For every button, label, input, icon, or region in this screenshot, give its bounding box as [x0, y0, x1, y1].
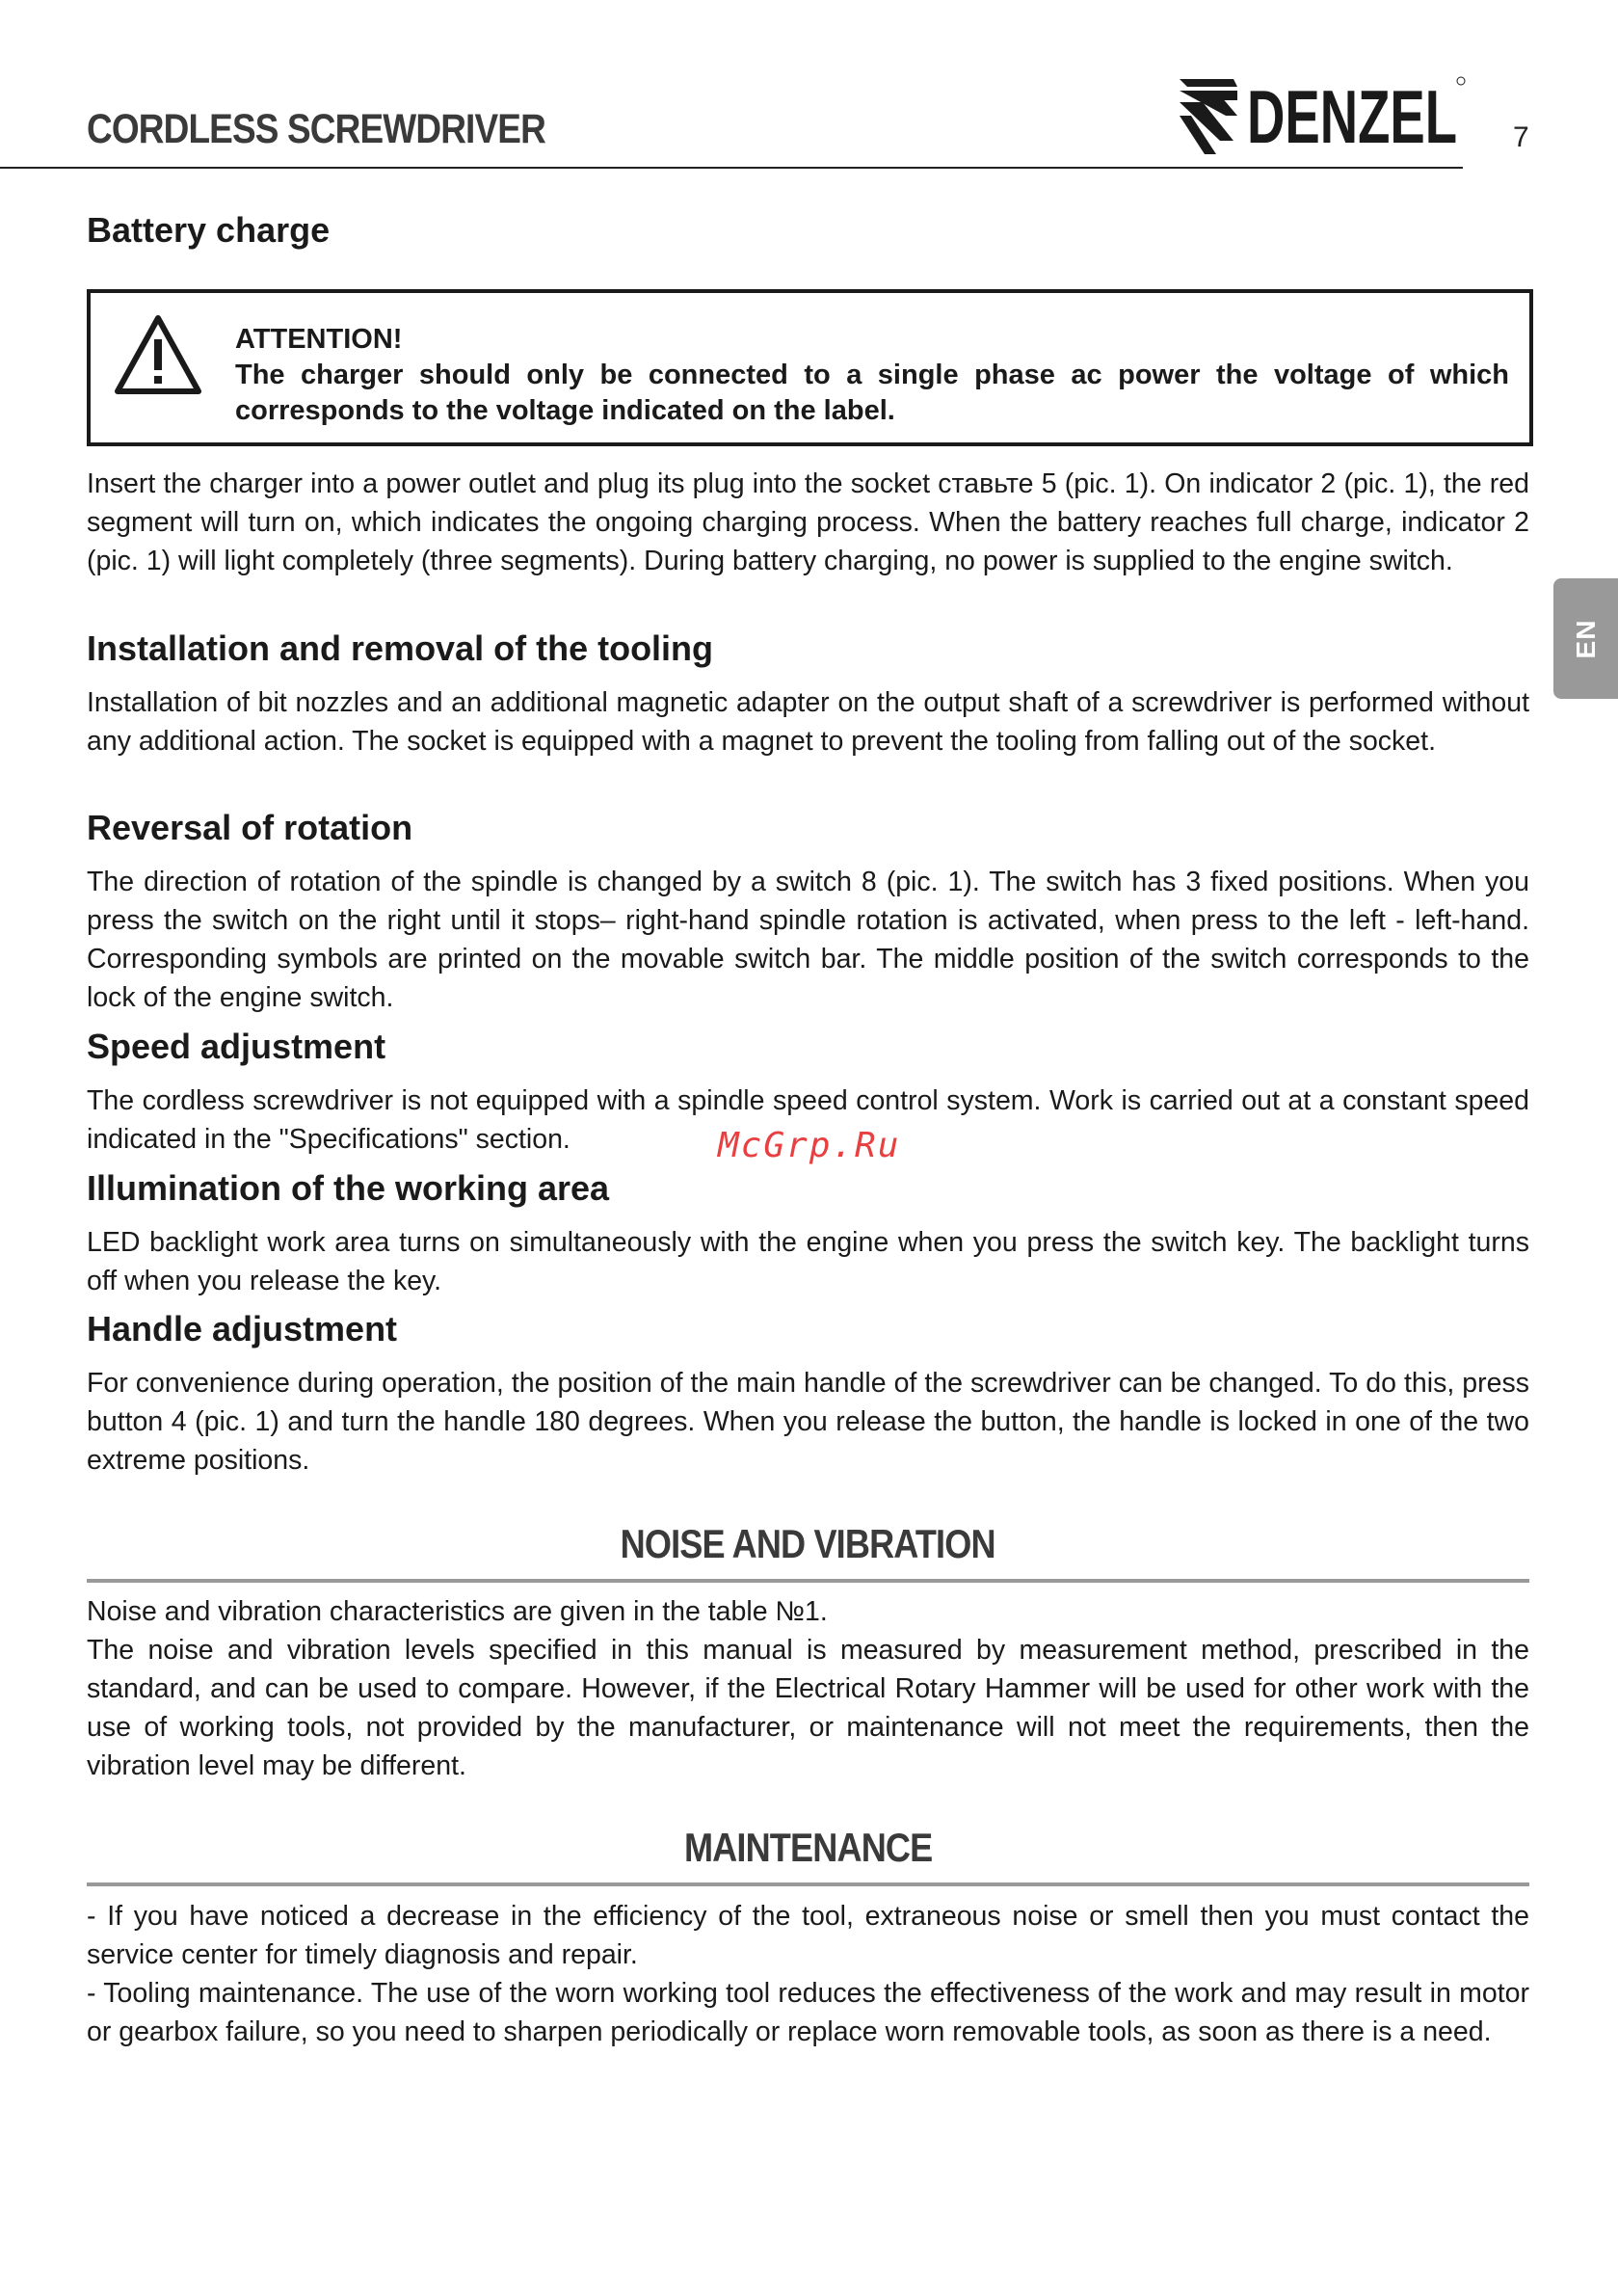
illumination-heading: Illumination of the working area: [87, 1168, 610, 1208]
tooling-body: [87, 683, 1529, 761]
battery-paragraph: Insert the charger into a power outlet and plug its plug into the socket ставьте 5 (pic. 1). On indicator 2 (pic. 1), the red segment will turn on, which indicates the ongoing charging process. When the battery reaches full charge, indicator 2 (pic. 1) will light completely (three segments). During battery charging, no power is supplied to the engine switch.: [87, 468, 1529, 576]
battery-body: [87, 465, 1529, 580]
maintenance-item-2: - Tooling maintenance. The use of the worn working tool reduces the effectiveness of the work and may result in motor or gearbox failure, so you need to sharpen periodically or replace worn removable tools, as soon as there is a need.: [87, 1978, 1529, 2047]
page-header-title: CORDLESS SCREWDRIVER: [87, 106, 545, 152]
maintenance-section-title: [87, 1825, 1529, 1871]
speed-heading: Speed adjustment: [87, 1027, 386, 1066]
maintenance-body: [87, 1897, 1529, 2051]
handle-paragraph: For convenience during operation, the position of the main handle of the screwdriver can be changed. To do this, press button 4 (pic. 1) and turn the handle 180 degrees. When you release the button, the handle is locked in one of the two extreme positions.: [87, 1368, 1529, 1476]
handle-heading: Handle adjustment: [87, 1309, 398, 1348]
language-tab[interactable]: [1553, 578, 1618, 699]
noise-section-title: [87, 1521, 1529, 1567]
illumination-paragraph: LED backlight work area turns on simultaneously with the engine when you press the switch key. The backlight turns off when you release the key.: [87, 1227, 1529, 1296]
reversal-heading: Reversal of rotation: [87, 808, 413, 847]
denzel-logo: [1178, 73, 1467, 162]
speed-paragraph: The cordless screwdriver is not equipped with a spindle speed control system. Work is carried out at a constant speed indicated in the "Specifications" section.: [87, 1085, 1529, 1155]
header-rule: [0, 167, 1463, 169]
noise-body: [87, 1592, 1529, 1785]
noise-line-1: Noise and vibration characteristics are given in the table №1.: [87, 1596, 828, 1627]
reversal-paragraph: The direction of rotation of the spindle is changed by a switch 8 (pic. 1). The switch has 3 fixed positions. When you press the switch on the right until it stops– right-hand spindle rotation is activated, when press to the left - left-hand. Corresponding symbols are printed on the movable switch bar. The middle position of the switch corresponds to the lock of the engine switch.: [87, 867, 1529, 1013]
tooling-heading: Installation and removal of the tooling: [87, 628, 714, 668]
brand-name: DENZEL: [1247, 74, 1457, 159]
maintenance-item-1: - If you have noticed a decrease in the efficiency of the tool, extraneous noise or smell then you must contact the service center for timely diagnosis and repair.: [87, 1901, 1529, 1970]
tooling-paragraph: Installation of bit nozzles and an additional magnetic adapter on the output shaft of a screwdriver is performed without any additional action. The socket is equipped with a magnet to prevent the tooling from falling out of the socket.: [87, 687, 1529, 757]
handle-body: [87, 1364, 1529, 1480]
warning-triangle-icon: [114, 314, 202, 395]
noise-section-rule: [87, 1579, 1529, 1583]
attention-box: [87, 289, 1533, 446]
noise-title-text: NOISE AND VIBRATION: [620, 1521, 996, 1566]
maintenance-section-rule: [87, 1882, 1529, 1886]
illumination-body: [87, 1223, 1529, 1300]
reversal-body: [87, 863, 1529, 1017]
page-number: 7: [1513, 121, 1529, 153]
noise-line-2: The noise and vibration levels specified in this manual is measured by measurement method, prescribed in the standard, and can be used to compare. However, if the Electrical Rotary Hammer will be used for other work with the use of working tools, not provided by the manufacturer, or maintenance will not meet the requirements, then the vibration level may be different.: [87, 1635, 1529, 1781]
language-tab-label: EN: [1570, 619, 1601, 658]
attention-message: The charger should only be connected to a single phase ac power the voltage of which corresponds to the voltage indicated on the label.: [235, 360, 1509, 426]
maintenance-title-text: MAINTENANCE: [683, 1825, 933, 1870]
watermark-text: McGrp.Ru: [718, 1126, 901, 1165]
attention-title: ATTENTION!: [235, 324, 403, 355]
battery-heading: Battery charge: [87, 210, 331, 250]
attention-text: [235, 322, 1509, 429]
